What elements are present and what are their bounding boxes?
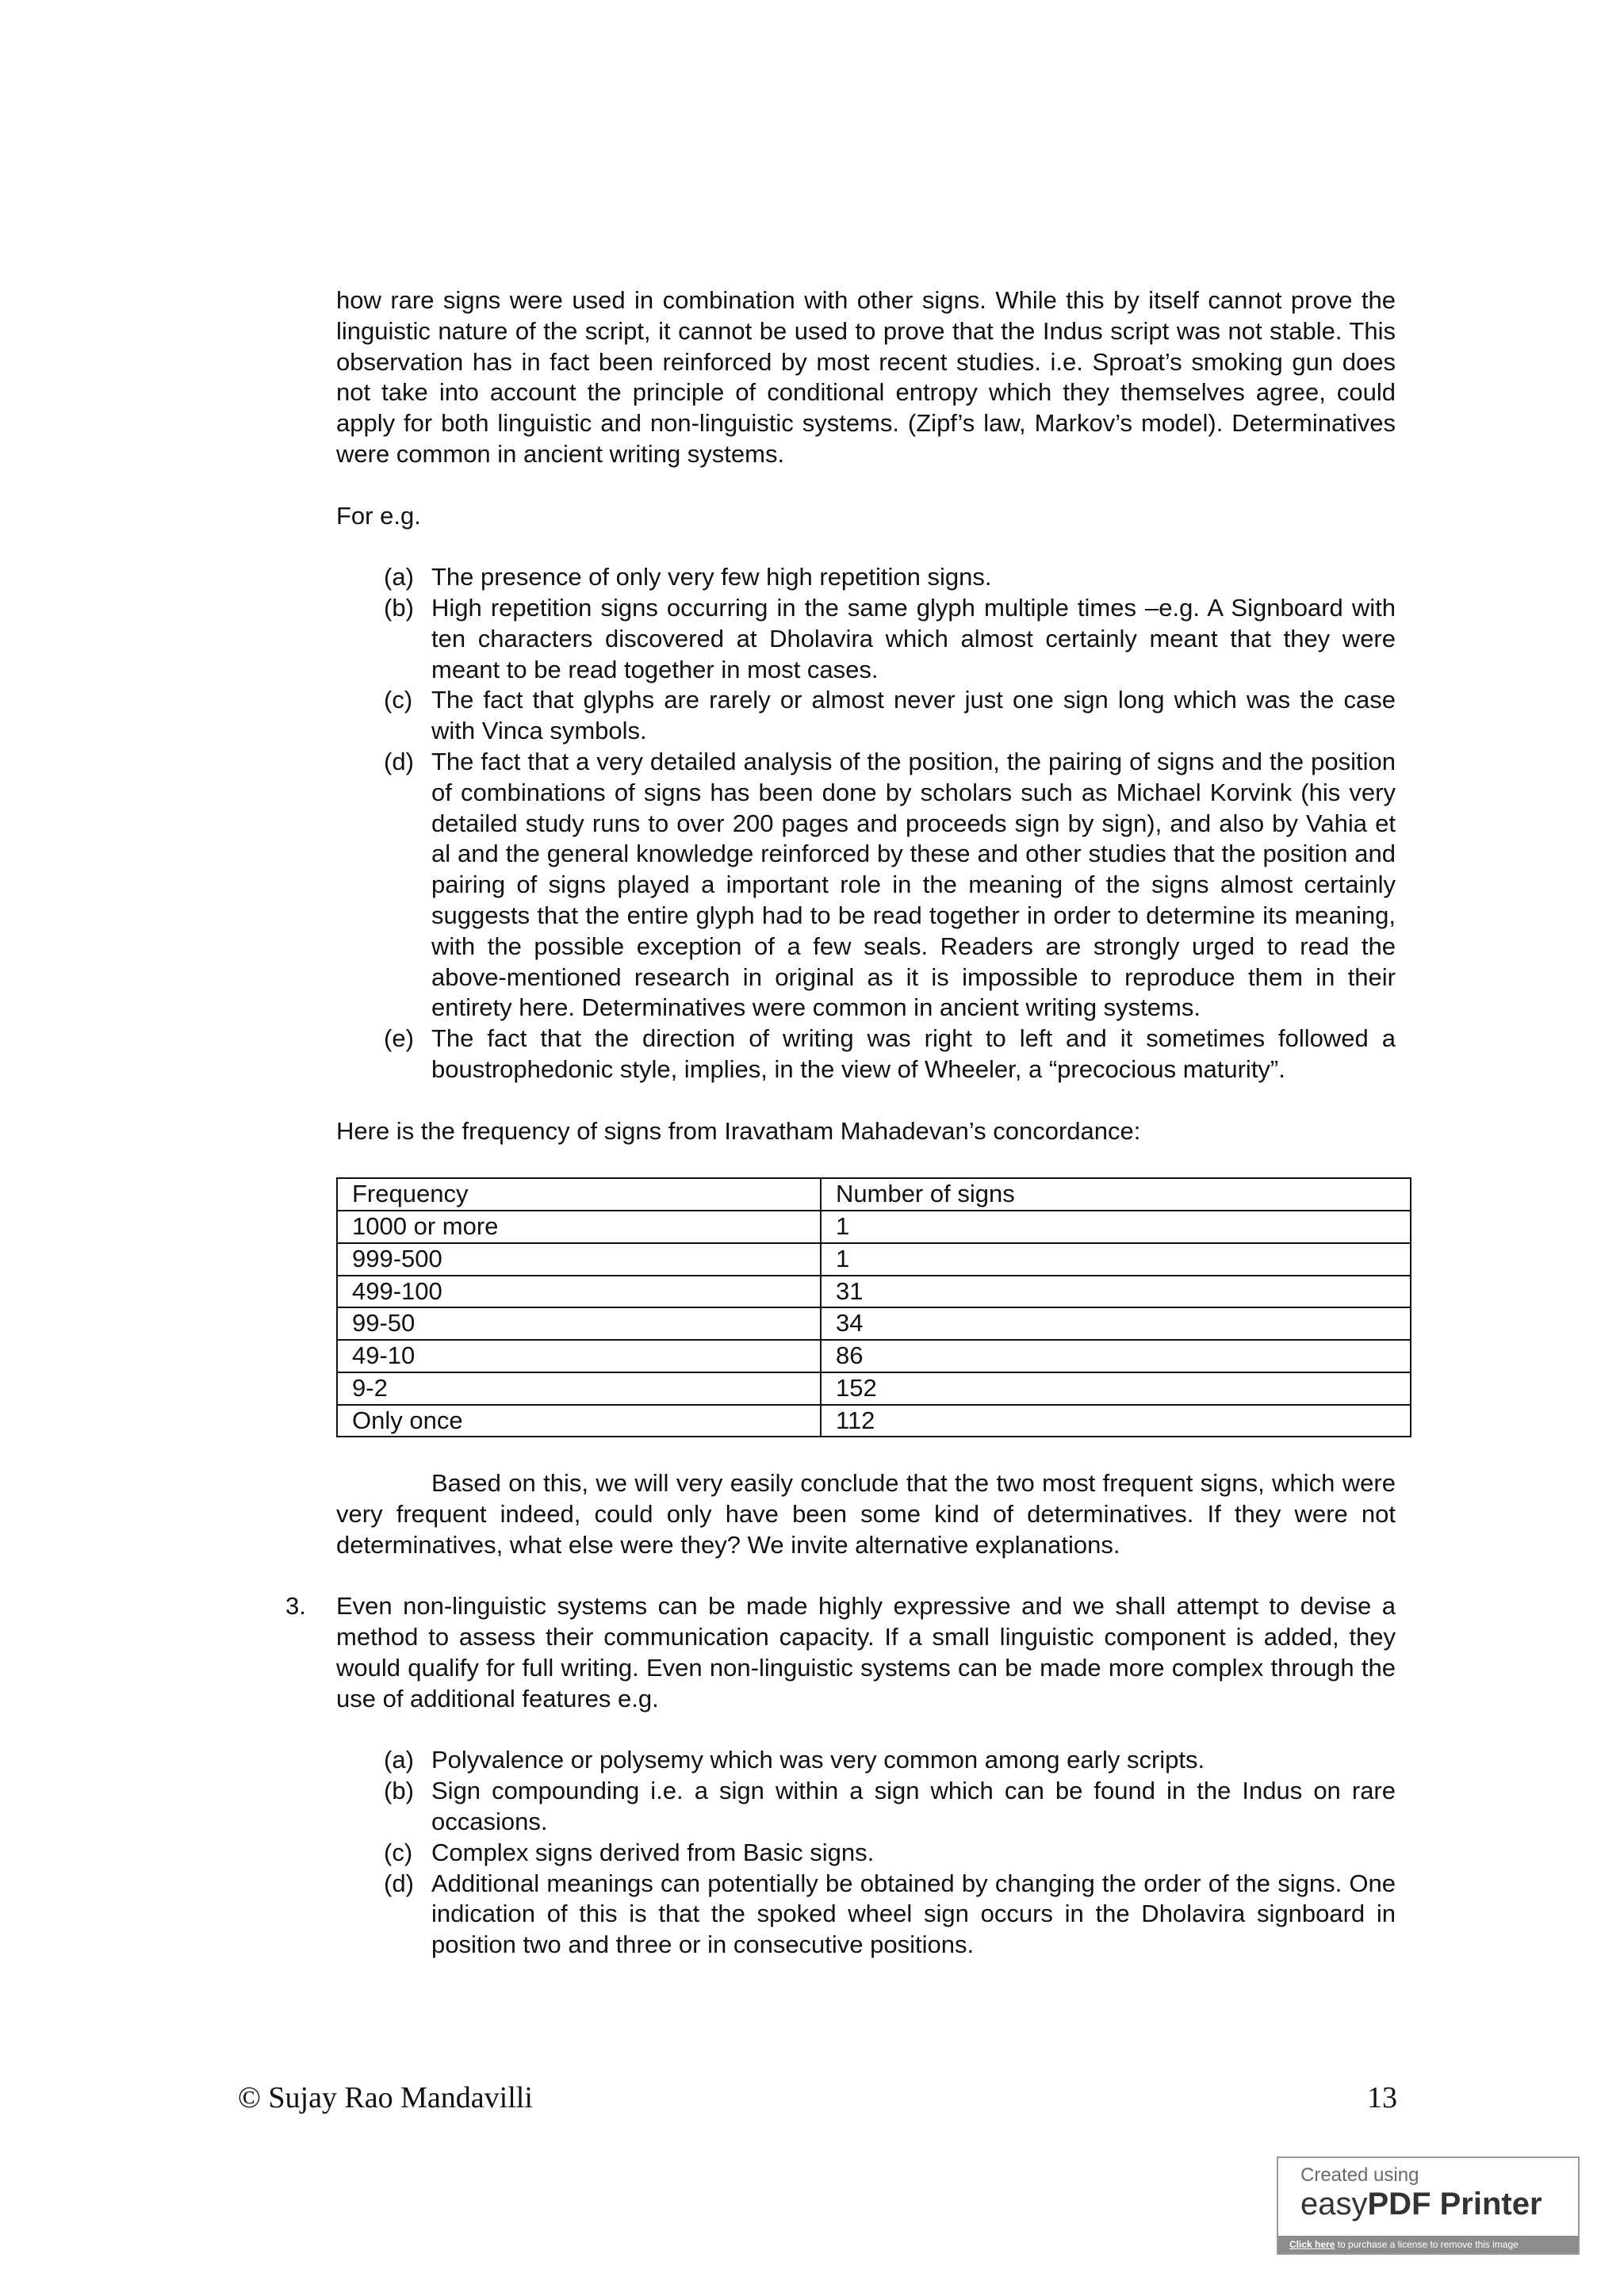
page-number: 13: [1367, 2081, 1397, 2114]
table-cell: 99-50: [337, 1307, 821, 1340]
numbered-item-text: Even non-linguistic systems can be made highly expressive and we shall attempt to devise a method to assess their communication capacity. If a small linguistic component is added, they would qualify for full writing. Even non-linguistic systems can be made more complex through the use of additional features e.g.: [336, 1592, 1396, 1712]
table-header-cell: Number of signs: [821, 1178, 1411, 1211]
list-item: [384, 685, 1396, 747]
table-cell: Only once: [337, 1405, 821, 1437]
list-item-label: (e): [384, 1024, 414, 1053]
table-row: [337, 1307, 1411, 1340]
list-item-label: (b): [384, 1777, 414, 1805]
list-item-text: The fact that a very detailed analysis of the position, the pairing of signs and the position of combinations of signs has been done by scholars such as Michael Korvink (his very detailed study runs to over 200 pages and proceeds sign by sign), and also by Vahia et al and the general knowledge reinforced by these and other studies that the position and pairing of signs played a important role in the meaning of the signs almost certainly suggests that the entire glyph had to be read together in order to determine its meaning, with the possible exception of a few seals. Readers are strongly urged to read the above-mentioned research in original as it is impossible to reproduce them in their entirety here. Determinatives were common in ancient writing systems.: [431, 747, 1396, 1022]
table-header-cell: Frequency: [337, 1178, 821, 1211]
table-row: [337, 1340, 1411, 1372]
table-cell: 1: [821, 1243, 1411, 1276]
list-item-text: Additional meanings can potentially be obtained by changing the order of the signs. One indication of this is that the spoked wheel sign occurs in the Dholavira signboard in position two and three or in consecutive positions.: [431, 1869, 1396, 1959]
easypdf-badge: [1277, 2156, 1580, 2255]
badge-click-here-link[interactable]: Click here: [1289, 2239, 1335, 2250]
list-item: [384, 747, 1396, 1024]
table-cell: 499-100: [337, 1276, 821, 1308]
list-item-label: (d): [384, 1869, 414, 1897]
table-cell: 34: [821, 1307, 1411, 1340]
list-item-text: Polyvalence or polysemy which was very common among early scripts.: [431, 1746, 1205, 1774]
list-item-label: (c): [384, 1838, 413, 1866]
paragraph-intro: how rare signs were used in combination with other signs. While this by itself cannot prove the linguistic nature of the script, it cannot be used to prove that the Indus script was not stable. This observation has in fact been reinforced by most recent studies. i.e. Sproat’s smoking gun does not take into account the principle of conditional entropy which they themselves agree, could apply for both linguistic and non-linguistic systems. (Zipf’s law, Markov’s model). Determinatives were common in ancient writing systems.: [336, 286, 1396, 468]
list-item: [384, 1869, 1396, 1961]
table-row: [337, 1405, 1411, 1437]
table-row: [337, 1372, 1411, 1405]
numbered-item-3: [285, 1591, 1396, 1714]
list-item-text: The fact that the direction of writing was right to left and it sometimes followed a boustrophedonic style, implies, in the view of Wheeler, a “precocious maturity”.: [431, 1024, 1396, 1083]
badge-created-text: Created using: [1300, 2164, 1419, 2186]
paragraph-conclusion: Based on this, we will very easily conclude that the two most frequent signs, which were very frequent indeed, could only have been some kind of determinatives. If they were not determinatives, what else were they? We invite alternative explanations.: [336, 1469, 1396, 1559]
table-row: [337, 1276, 1411, 1308]
badge-license-bar: [1278, 2236, 1578, 2253]
list-examples: [384, 562, 1396, 1085]
for-eg-label: For e.g.: [336, 501, 421, 530]
document-body: [285, 285, 1396, 1961]
list-item-text: Sign compounding i.e. a sign within a sign which can be found in the Indus on rare occasions.: [431, 1777, 1396, 1836]
list-item-label: (a): [384, 563, 414, 591]
table-row: [337, 1243, 1411, 1276]
table-cell: 49-10: [337, 1340, 821, 1372]
list-item-label: (b): [384, 593, 414, 622]
list-item-label: (c): [384, 686, 413, 714]
list-item-text: The fact that glyphs are rarely or almost never just one sign long which was the case with Vinca symbols.: [431, 686, 1396, 745]
list-item: [384, 1776, 1396, 1838]
page-footer: [238, 2080, 1397, 2115]
table-intro: Here is the frequency of signs from Iravatham Mahadevan’s concordance:: [336, 1116, 1141, 1145]
list-item: [384, 593, 1396, 685]
badge-license-text: to purchase a license to remove this image: [1335, 2239, 1519, 2250]
list-item: [384, 1838, 1396, 1869]
table-cell: 112: [821, 1405, 1411, 1437]
list-item-label: (a): [384, 1746, 414, 1774]
table-cell: 999-500: [337, 1243, 821, 1276]
list-item-label: (d): [384, 747, 414, 775]
list-features: [384, 1745, 1396, 1961]
table-cell: 86: [821, 1340, 1411, 1372]
list-item-text: The presence of only very few high repetition signs.: [431, 563, 992, 591]
table-cell: 1: [821, 1211, 1411, 1243]
frequency-table: [336, 1177, 1411, 1437]
footer-copyright: © Sujay Rao Mandavilli: [238, 2081, 533, 2114]
table-header-row: [337, 1178, 1411, 1211]
badge-brand-logo: [1300, 2187, 1542, 2222]
badge-brand-light: easy: [1300, 2187, 1368, 2221]
table-cell: 9-2: [337, 1372, 821, 1405]
table-cell: 152: [821, 1372, 1411, 1405]
badge-brand-bold: PDF Printer: [1367, 2187, 1542, 2221]
table-cell: 31: [821, 1276, 1411, 1308]
list-item-text: High repetition signs occurring in the same glyph multiple times –e.g. A Signboard with ten characters discovered at Dholavira which almost certainly meant that they were meant to be read together in most cases.: [431, 593, 1396, 683]
list-item: [384, 1024, 1396, 1085]
list-item: [384, 1745, 1396, 1776]
table-cell: 1000 or more: [337, 1211, 821, 1243]
list-item: [384, 562, 1396, 593]
list-item-text: Complex signs derived from Basic signs.: [431, 1838, 875, 1866]
table-row: [337, 1211, 1411, 1243]
numbered-item-label: 3.: [285, 1592, 306, 1621]
